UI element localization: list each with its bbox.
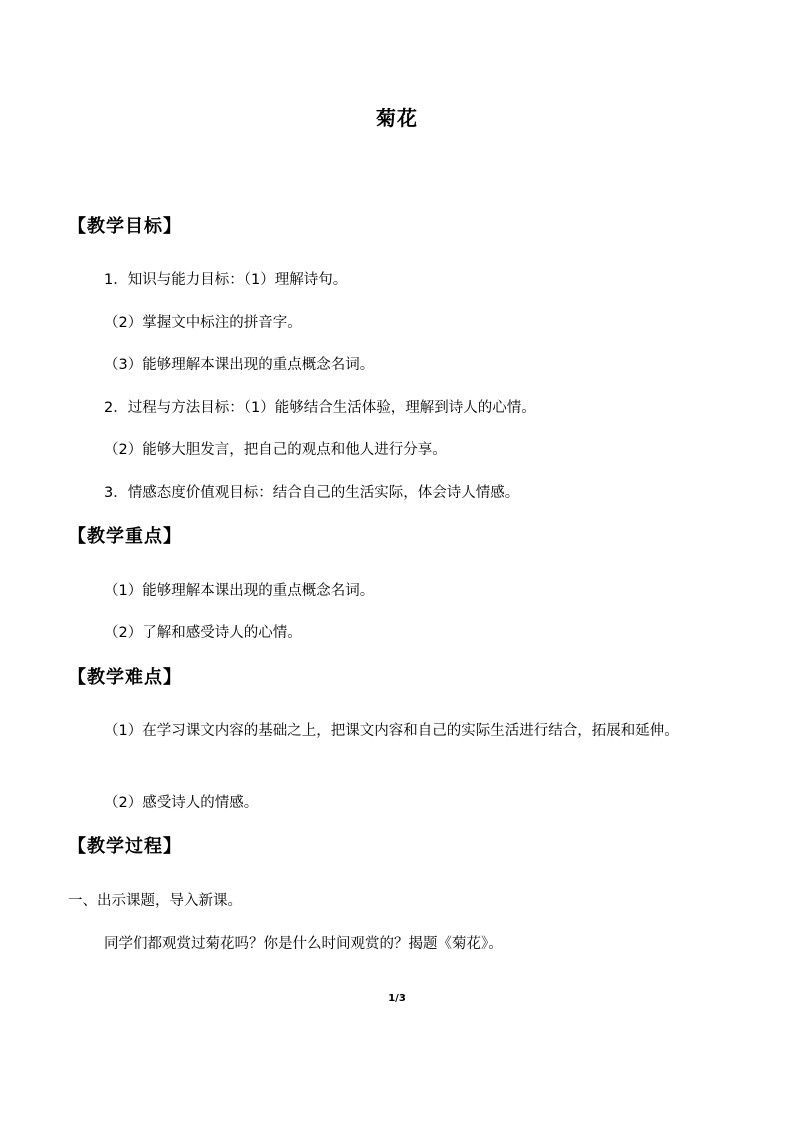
heading-difficulties: 【教学难点】	[68, 667, 182, 688]
key-point-item: （1）能够理解本课出现的重点概念名词。	[104, 583, 375, 599]
objective-item: （3）能够理解本课出现的重点概念名词。	[104, 357, 375, 373]
objective-item: （2）掌握文中标注的拼音字。	[104, 315, 302, 331]
heading-teaching-process: 【教学过程】	[68, 836, 182, 857]
process-step-heading: 一、出示课题，导入新课。	[68, 893, 242, 909]
difficulty-item: （1）在学习课文内容的基础之上，把课文内容和自己的实际生活进行结合，拓展和延伸。	[104, 723, 679, 739]
objective-item: 2．过程与方法目标：（1）能够结合生活体验，理解到诗人的心情。	[104, 400, 536, 416]
objective-item: 3．情感态度价值观目标：结合自己的生活实际，体会诗人情感。	[104, 485, 520, 501]
page-title: 菊花	[376, 106, 418, 130]
objective-item: （2）能够大胆发言，把自己的观点和他人进行分享。	[104, 442, 447, 458]
key-point-item: （2）了解和感受诗人的心情。	[104, 625, 302, 641]
difficulty-item: （2）感受诗人的情感。	[104, 795, 259, 811]
page-number: 1/3	[388, 993, 406, 1004]
process-paragraph: 同学们都观赏过菊花吗？你是什么时间观赏的？揭题《菊花》。	[104, 936, 503, 952]
objective-item: 1．知识与能力目标：（1）理解诗句。	[104, 272, 348, 288]
heading-teaching-objectives: 【教学目标】	[68, 216, 182, 237]
heading-key-points: 【教学重点】	[68, 526, 182, 547]
